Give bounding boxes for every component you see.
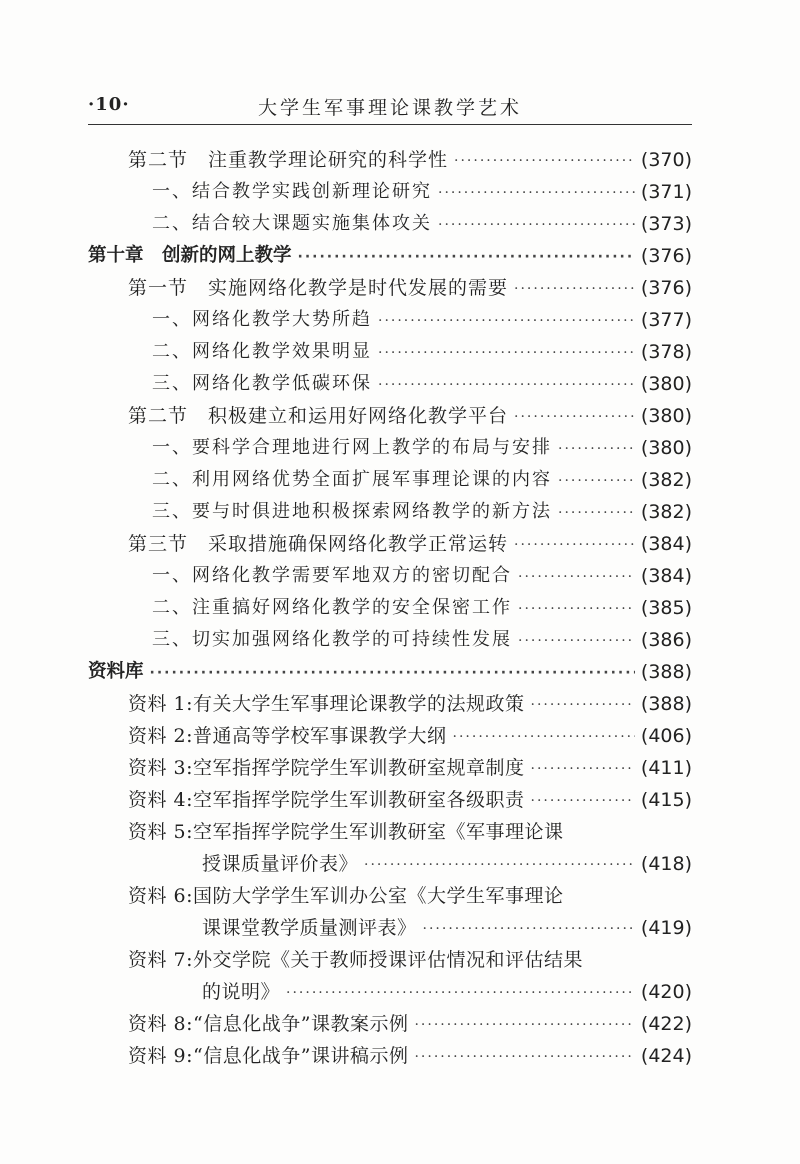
- toc-entry: [88, 240, 692, 272]
- toc-entry-title: 课课堂教学质量测评表》: [202, 917, 417, 939]
- toc-entry-title: 第三节 采取措施确保网络化教学正常运转: [128, 533, 509, 555]
- toc-entry-title: 二、注重搞好网络化教学的安全保密工作: [152, 597, 512, 618]
- toc-entry-title: 三、切实加强网络化教学的可持续性发展: [152, 629, 512, 650]
- toc-entry-title: 第一节 实施网络化教学是时代发展的需要: [128, 277, 509, 299]
- toc-entry-title: 三、网络化教学低碳环保: [152, 373, 372, 394]
- dot-leader: [364, 850, 635, 880]
- toc-entry-title: 资料库: [88, 661, 144, 682]
- toc-entry: [88, 176, 692, 208]
- toc-entry-page: (415): [640, 789, 692, 811]
- toc-entry: [88, 816, 692, 848]
- toc-entry-title: 资料 4:空军指挥学院学生军训教研室各级职责: [128, 789, 525, 811]
- dot-leader: [558, 498, 635, 528]
- toc-entry-page: (384): [640, 533, 692, 555]
- toc-entry: [88, 144, 692, 176]
- table-of-contents: [88, 144, 692, 1072]
- dot-leader: [514, 402, 635, 432]
- toc-entry-page: (385): [640, 597, 692, 619]
- toc-entry-title: 资料 6:国防大学学生军训办公室《大学生军事理论: [128, 885, 564, 907]
- toc-entry-title: 三、要与时俱进地积极探索网络教学的新方法: [152, 501, 552, 522]
- toc-entry: [88, 272, 692, 304]
- dot-leader: [518, 626, 635, 656]
- toc-entry: [88, 336, 692, 368]
- toc-entry-title: 资料 2:普通高等学校军事课教学大纲: [128, 725, 447, 747]
- toc-entry-page: (424): [640, 1045, 692, 1067]
- toc-entry-page: (373): [640, 213, 692, 235]
- page-header: [88, 88, 692, 125]
- toc-entry-title: 资料 8:“信息化战争”课教案示例: [128, 1013, 409, 1035]
- toc-entry-page: (411): [640, 757, 692, 779]
- toc-entry-title: 一、网络化教学大势所趋: [152, 309, 372, 330]
- toc-entry: [88, 624, 692, 656]
- dot-leader: [531, 754, 635, 784]
- book-title: 大学生军事理论课教学艺术: [257, 97, 522, 119]
- dot-leader: [518, 562, 635, 592]
- toc-entry-page: (380): [640, 437, 692, 459]
- dot-leader: [150, 658, 635, 688]
- toc-entry-page: (377): [640, 309, 692, 331]
- dot-leader: [378, 306, 635, 336]
- toc-entry-page: (380): [640, 373, 692, 395]
- dot-leader: [286, 978, 635, 1008]
- toc-entry-title: 第二节 积极建立和运用好网络化教学平台: [128, 405, 509, 427]
- toc-entry: [88, 304, 692, 336]
- toc-entry: [88, 752, 692, 784]
- toc-entry: [88, 912, 692, 944]
- toc-entry: [88, 592, 692, 624]
- toc-entry: [88, 400, 692, 432]
- toc-entry: [88, 976, 692, 1008]
- toc-entry-page: (386): [640, 629, 692, 651]
- toc-entry-title: 一、结合教学实践创新理论研究: [152, 181, 432, 202]
- dot-leader: [414, 1010, 634, 1040]
- toc-entry: [88, 848, 692, 880]
- toc-entry: [88, 656, 692, 688]
- toc-entry: [88, 944, 692, 976]
- toc-entry: [88, 432, 692, 464]
- toc-entry-page: (376): [640, 245, 692, 267]
- dot-leader: [531, 690, 635, 720]
- toc-entry-title: 二、利用网络优势全面扩展军事理论课的内容: [152, 469, 552, 490]
- toc-entry-title: 资料 9:“信息化战争”课讲稿示例: [128, 1045, 409, 1067]
- toc-entry-page: (422): [640, 1013, 692, 1035]
- dot-leader: [518, 594, 635, 624]
- dot-leader: [514, 274, 635, 304]
- toc-entry: [88, 784, 692, 816]
- toc-entry: [88, 880, 692, 912]
- dot-leader: [454, 146, 635, 176]
- toc-entry-title: 一、网络化教学需要军地双方的密切配合: [152, 565, 512, 586]
- toc-entry-title: 资料 7:外交学院《关于教师授课评估情况和评估结果: [128, 949, 584, 971]
- dot-leader: [453, 722, 635, 752]
- toc-entry-page: (370): [640, 149, 692, 171]
- toc-entry-page: (382): [640, 469, 692, 491]
- toc-entry-page: (382): [640, 501, 692, 523]
- toc-entry: [88, 368, 692, 400]
- toc-entry-title: 资料 5:空军指挥学院学生军训教研室《军事理论课: [128, 821, 564, 843]
- toc-entry-title: 第十章 创新的网上教学: [88, 245, 292, 266]
- toc-entry-title: 二、结合较大课题实施集体攻关: [152, 213, 432, 234]
- toc-entry-title: 的说明》: [202, 981, 281, 1003]
- page-number: ·10·: [88, 94, 130, 115]
- toc-entry: [88, 1040, 692, 1072]
- toc-entry: [88, 688, 692, 720]
- dot-leader: [378, 338, 635, 368]
- toc-entry-page: (371): [640, 181, 692, 203]
- toc-entry-page: (418): [640, 853, 692, 875]
- toc-entry: [88, 1008, 692, 1040]
- toc-entry: [88, 528, 692, 560]
- toc-entry-title: 资料 1:有关大学生军事理论课教学的法规政策: [128, 693, 525, 715]
- dot-leader: [378, 370, 635, 400]
- dot-leader: [531, 786, 635, 816]
- toc-entry-page: (388): [640, 693, 692, 715]
- toc-entry-title: 资料 3:空军指挥学院学生军训教研室规章制度: [128, 757, 525, 779]
- toc-entry-page: (376): [640, 277, 692, 299]
- toc-entry-page: (419): [640, 917, 692, 939]
- dot-leader: [514, 530, 635, 560]
- toc-entry-page: (380): [640, 405, 692, 427]
- toc-entry: [88, 496, 692, 528]
- toc-entry: [88, 464, 692, 496]
- dot-leader: [298, 242, 635, 272]
- dot-leader: [414, 1042, 634, 1072]
- toc-entry: [88, 560, 692, 592]
- toc-entry-page: (378): [640, 341, 692, 363]
- dot-leader: [438, 178, 635, 208]
- toc-entry-page: (406): [640, 725, 692, 747]
- toc-entry: [88, 208, 692, 240]
- dot-leader: [438, 210, 635, 240]
- dot-leader: [423, 914, 635, 944]
- toc-entry-title: 一、要科学合理地进行网上教学的布局与安排: [152, 437, 552, 458]
- toc-entry: [88, 720, 692, 752]
- toc-entry-title: 二、网络化教学效果明显: [152, 341, 372, 362]
- toc-entry-page: (420): [640, 981, 692, 1003]
- toc-entry-title: 授课质量评价表》: [202, 853, 359, 875]
- dot-leader: [558, 466, 635, 496]
- dot-leader: [558, 434, 635, 464]
- toc-entry-page: (384): [640, 565, 692, 587]
- toc-entry-page: (388): [640, 661, 692, 683]
- toc-entry-title: 第二节 注重教学理论研究的科学性: [128, 149, 449, 171]
